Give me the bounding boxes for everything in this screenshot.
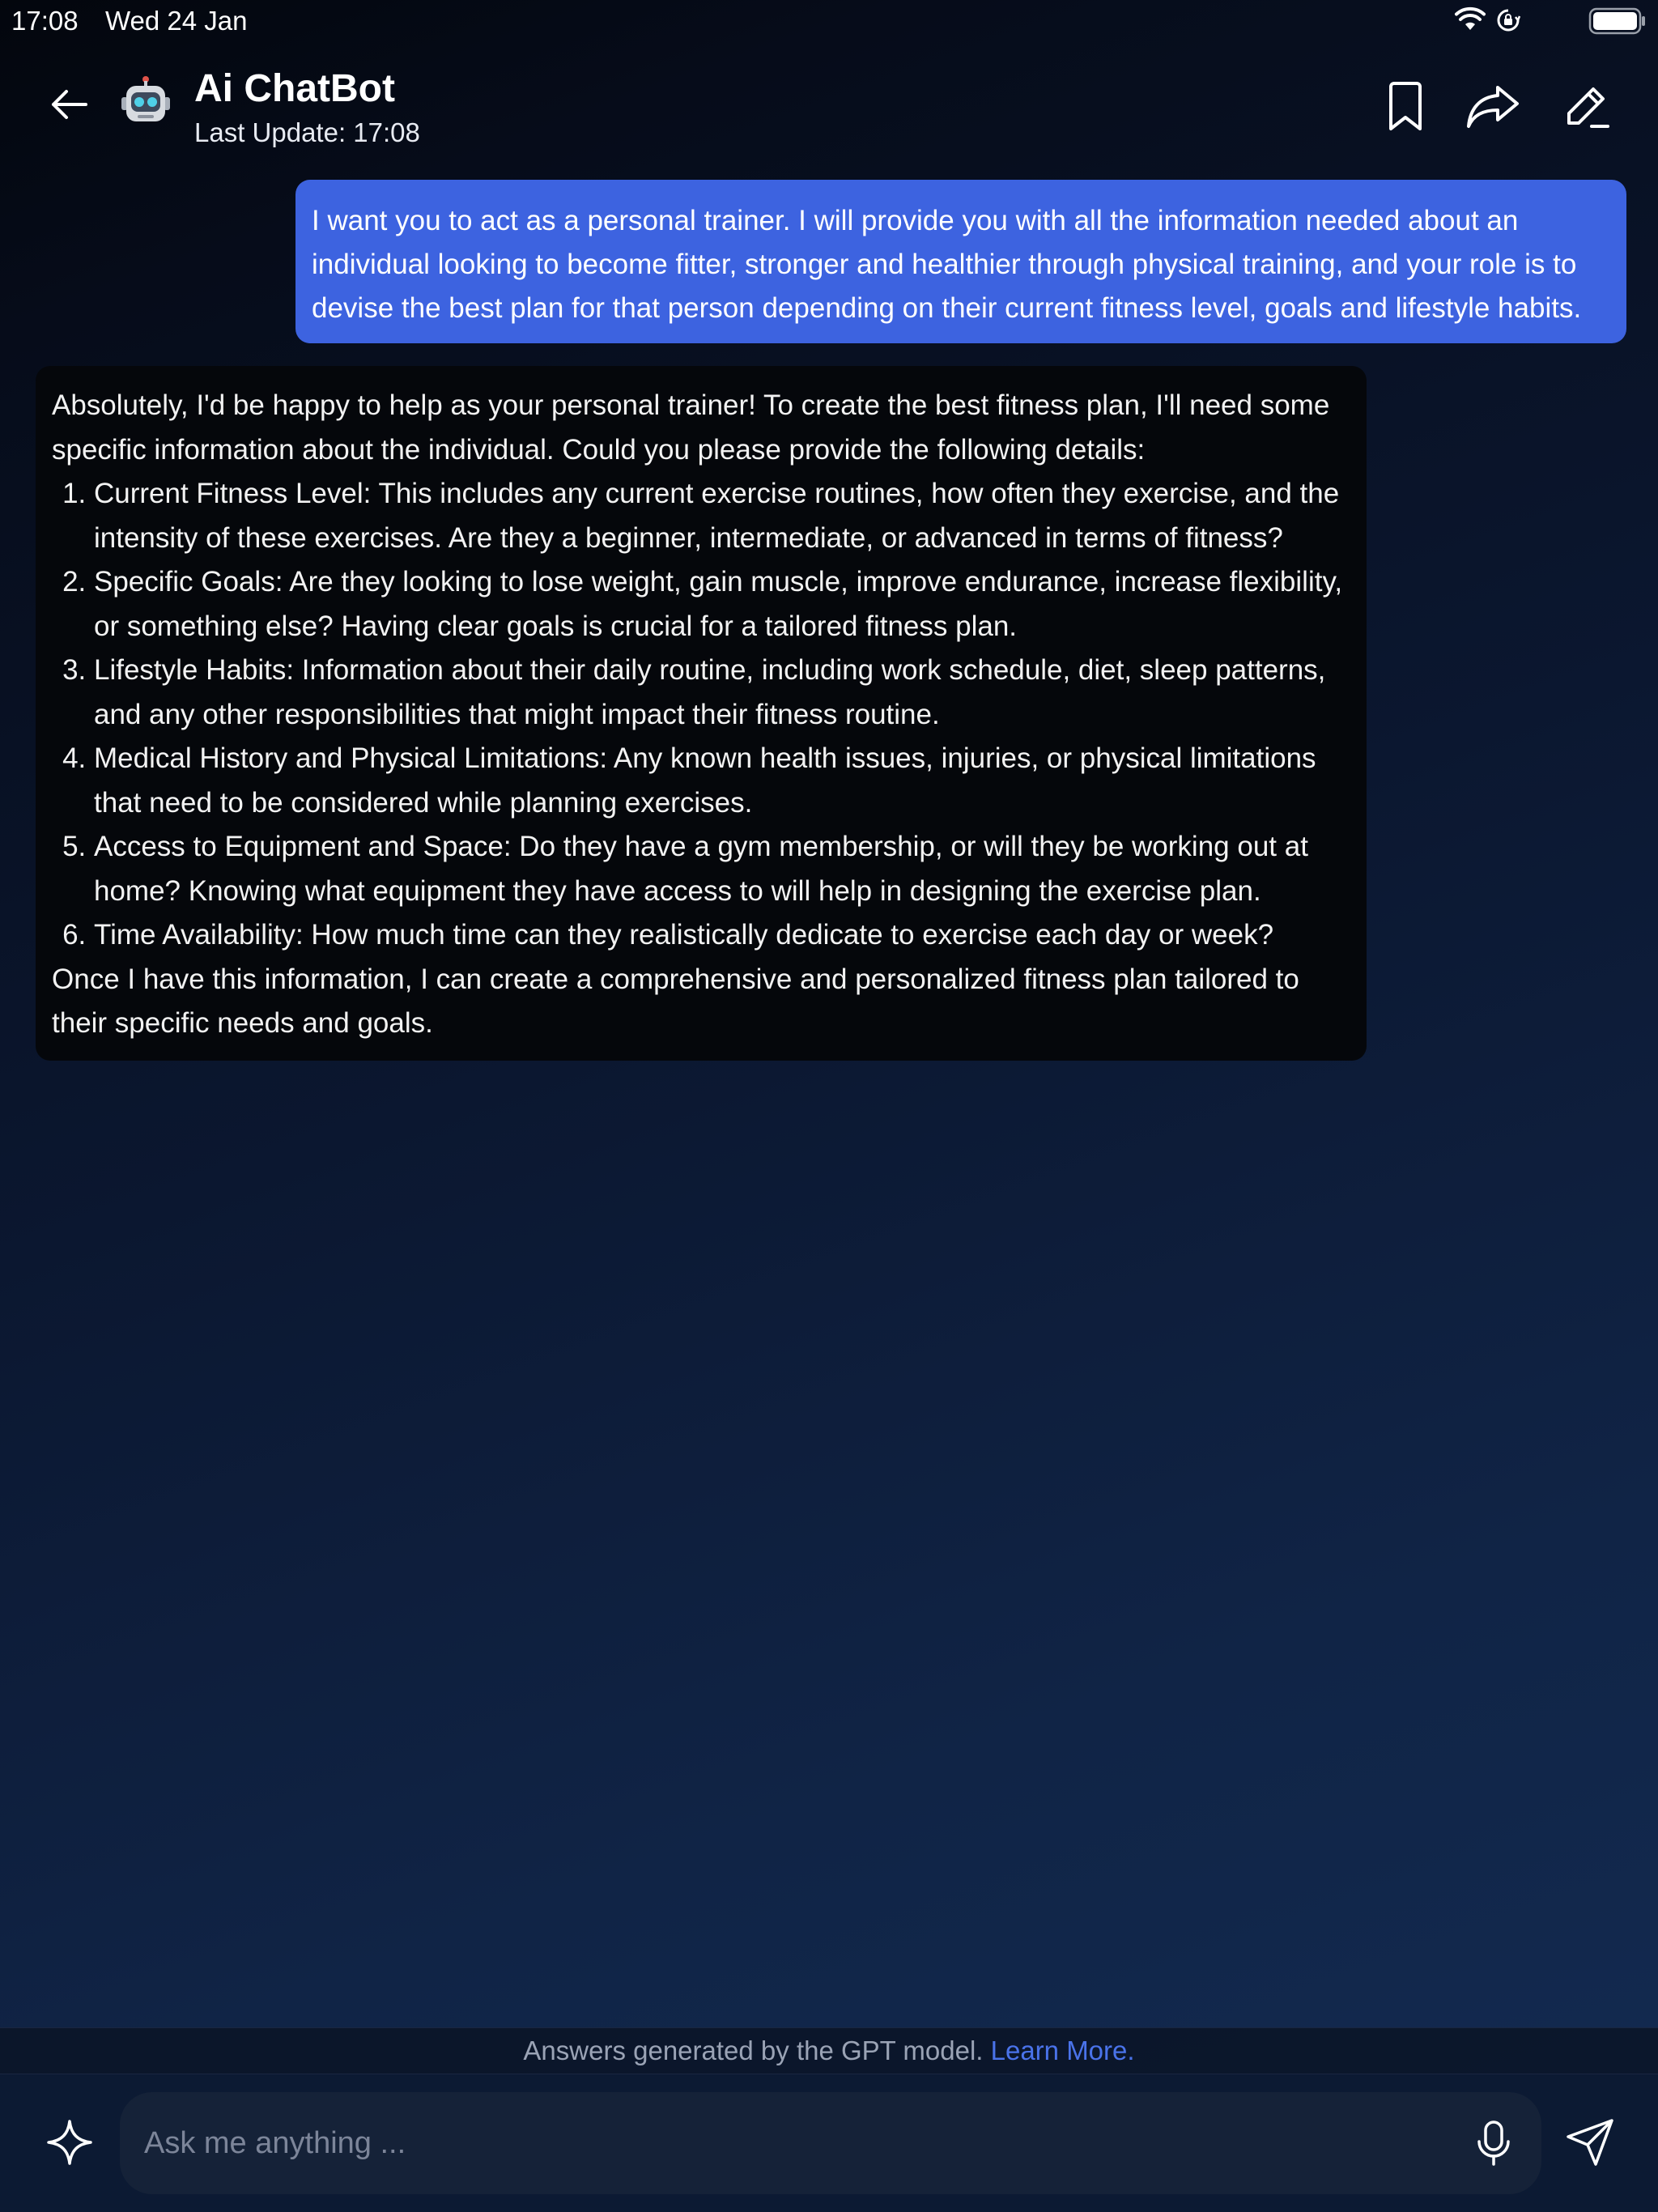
- microphone-icon: [1474, 2119, 1513, 2167]
- back-arrow-icon: [49, 88, 89, 121]
- prompt-suggestions-button[interactable]: [40, 2113, 99, 2172]
- edit-icon: [1562, 83, 1611, 131]
- send-button[interactable]: [1559, 2112, 1621, 2173]
- message-input-container: [120, 2092, 1541, 2194]
- bookmark-button[interactable]: [1376, 78, 1435, 136]
- bot-message-bubble: [36, 366, 1367, 1061]
- share-button[interactable]: [1464, 78, 1522, 136]
- wifi-icon: [1454, 6, 1486, 32]
- message-input[interactable]: [144, 2092, 1439, 2194]
- list-item: 3. Lifestyle Habits: Information about their daily routine, including work schedule, diet, sleep patterns, and any other responsibilities that might impact their fitness routine.: [94, 649, 1350, 737]
- microphone-button[interactable]: [1465, 2115, 1522, 2172]
- share-icon: [1465, 84, 1520, 130]
- list-item: 4. Medical History and Physical Limitations: Any known health issues, injuries, or physical limitations that need to be considered while planning exercises.: [94, 737, 1350, 825]
- battery-icon: [1588, 6, 1647, 36]
- status-date: Wed 24 Jan: [105, 6, 248, 36]
- bookmark-icon: [1384, 82, 1426, 132]
- user-message-bubble: [295, 180, 1626, 343]
- page-title: Ai ChatBot: [194, 67, 395, 110]
- bot-message-outro: Once I have this information, I can create a comprehensive and personalized fitness plan tailored to their specific needs and goals.: [52, 963, 1299, 1039]
- composer-bar: [0, 2074, 1658, 2212]
- learn-more-link[interactable]: Learn More.: [990, 2035, 1135, 2065]
- back-button[interactable]: [42, 78, 96, 131]
- edit-button[interactable]: [1558, 78, 1616, 136]
- list-item: 2. Specific Goals: Are they looking to lose weight, gain muscle, improve endurance, increase flexibility, or something else? Having clear goals is crucial for a tailored fitness plan.: [94, 560, 1350, 649]
- status-bar: [0, 0, 1658, 42]
- list-item: 1. Current Fitness Level: This includes any current exercise routines, how often they exercise, and the intensity of these exercises. Are they a beginner, intermediate, or advanced in terms of fitness?: [94, 472, 1350, 560]
- sparkle-icon: [45, 2118, 94, 2167]
- bot-message-intro: Absolutely, I'd be happy to help as your personal trainer! To create the best fitness plan, I'll need some specific information about the individual. Could you please provide the following details:: [52, 389, 1330, 466]
- last-update-label: Last Update: 17:08: [194, 117, 420, 147]
- status-time: 17:08: [11, 6, 79, 36]
- list-item: 5. Access to Equipment and Space: Do they have a gym membership, or will they be working out at home? Knowing what equipment they have access to will help in designing the exercise plan.: [94, 825, 1350, 913]
- list-item: 6. Time Availability: How much time can they realistically dedicate to exercise each day or week?: [94, 913, 1350, 958]
- send-icon: [1565, 2117, 1615, 2167]
- robot-icon: [118, 73, 173, 128]
- bot-message-list: [52, 472, 1350, 958]
- lock-rotation-icon: [1496, 8, 1520, 32]
- chat-header: [0, 49, 1658, 162]
- disclaimer-text: Answers generated by the GPT model.: [523, 2035, 984, 2065]
- user-message-text: I want you to act as a personal trainer. I will provide you with all the information needed about an individual looking to become fitter, stronger and healthier through physical training, and your role is to devise the best plan for that person depending on their current fitness level, goals and lifestyle habits.: [312, 205, 1582, 324]
- disclaimer-bar: [0, 2027, 1658, 2074]
